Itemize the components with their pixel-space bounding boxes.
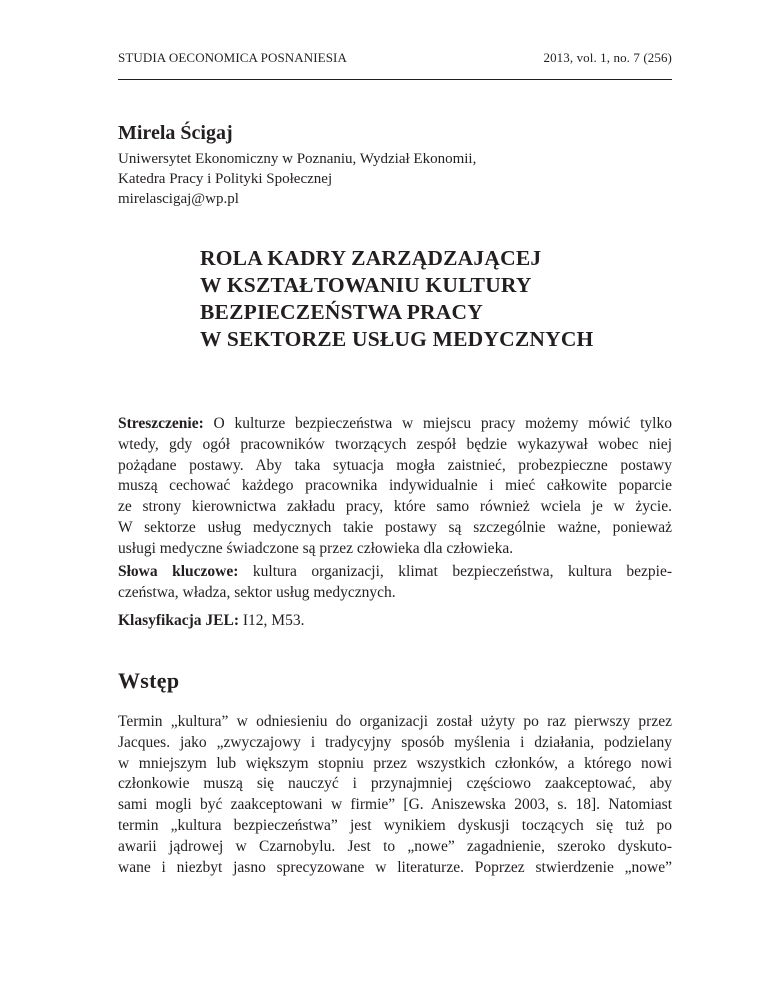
keywords-line [118, 562, 672, 583]
article-title [200, 245, 680, 353]
title-line: ROLA KADRY ZARZĄDZAJĄCEJ [200, 246, 542, 270]
body-line: sami mogli być zaakceptowani w firmie” [G. Aniszewska 2003, s. 18]. Natomiast [118, 796, 672, 814]
keywords-label: Słowa kluczowe: [118, 563, 239, 580]
keywords-line: czeństwa, władza, sektor usług medycznych. [118, 583, 396, 601]
abstract-line: W sektorze usług medycznych takie postawy są szczególnie ważne, ponieważ [118, 518, 672, 536]
author-block [118, 121, 678, 209]
abstract [118, 414, 672, 560]
running-header [118, 50, 672, 66]
intro-paragraph [118, 712, 672, 878]
body-line: w mniejszym lub większym stopniu przez wszystkich członków, a którego nowi [118, 754, 672, 772]
abstract-text: O kulturze bezpieczeństwa w miejscu pracy możemy mówić tylko [203, 415, 672, 432]
author-department: Katedra Pracy i Polityki Społecznej [118, 171, 333, 187]
body-line: wane i niezbyt jasno sprecyzowane w literaturze. Poprzez stwierdzenie „nowe” [118, 858, 672, 876]
body-line: awarii jądrowej w Czarnobylu. Jest to „nowe” zagadnienie, szeroko dyskuto- [118, 837, 672, 855]
keywords-text: kultura organizacji, klimat bezpieczeństwa, kultura bezpie- [238, 563, 672, 580]
abstract-label: Streszczenie: [118, 415, 204, 432]
title-line: BEZPIECZEŃSTWA PRACY [200, 300, 483, 324]
issue-info: 2013, vol. 1, no. 7 (256) [543, 50, 672, 65]
jel-label: Klasyfikacja JEL: [118, 612, 239, 629]
abstract-line [118, 414, 672, 435]
body-line: członkowie muszą się nauczyć i przynajmniej częściowo zaakceptować, aby [118, 775, 672, 793]
jel-value: I12, M53. [239, 612, 305, 629]
body-line: Jacques. jako „zwyczajowy i tradycyjny sposób myślenia i działania, podzielany [118, 733, 672, 751]
abstract-line: usługi medyczne świadczone są przez człowieka dla człowieka. [118, 539, 514, 557]
journal-name: STUDIA OECONOMICA POSNANIESIA [118, 50, 347, 65]
abstract-line: muszą cechować każdego pracownika indywidualnie i mieć całkowite poparcie [118, 477, 672, 495]
jel-classification [118, 611, 672, 632]
title-line: W SEKTORZE USŁUG MEDYCZNYCH [200, 327, 594, 351]
header-rule [118, 79, 672, 80]
abstract-line: ze strony kierownictwa zakładu pracy, które samo również wciela je w życie. [118, 498, 672, 516]
keywords [118, 562, 672, 604]
jel-line [118, 611, 672, 632]
abstract-line: wtedy, gdy ogół pracowników tworzących zespół będzie wykazywał wobec niej [118, 435, 672, 453]
author-email[interactable]: mirelascigaj@wp.pl [118, 191, 239, 207]
body-line: Termin „kultura” w odniesieniu do organizacji został użyty po raz pierwszy przez [118, 713, 672, 730]
author-affiliation: Uniwersytet Ekonomiczny w Poznaniu, Wydział Ekonomii, [118, 151, 477, 167]
title-line: W KSZTAŁTOWANIU KULTURY [200, 273, 532, 297]
section-heading: Wstęp [118, 668, 180, 693]
author-name: Mirela Ścigaj [118, 122, 233, 144]
abstract-line: pożądane postawy. Aby taka sytuacja mogła zaistnieć, probezpieczne postawy [118, 456, 672, 474]
body-line: termin „kultura bezpieczeństwa” jest wynikiem dyskusji toczących się tuż po [118, 816, 672, 834]
